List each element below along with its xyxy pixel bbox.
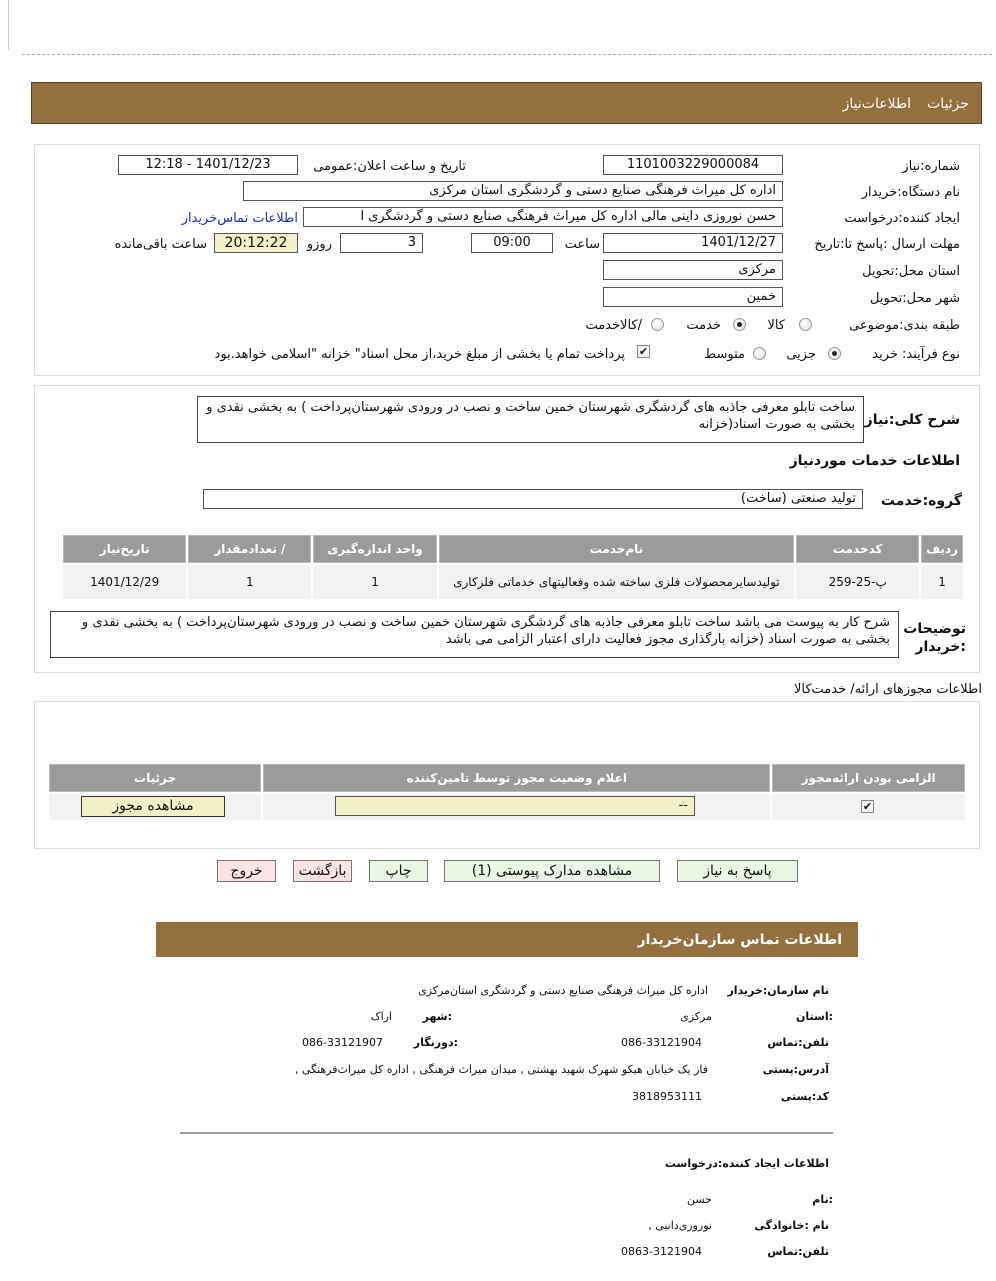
col-row: ردیف [921, 535, 963, 563]
creator-name-value: حسن [687, 1193, 712, 1206]
creator-info-title: اطلاعات ایجاد کننده:درخواست [664, 1157, 829, 1170]
general-description-label: شرح کلی:نیاز [864, 412, 960, 428]
announce-label: تاریخ و ساعت اعلان:عمومی [313, 159, 466, 174]
category-option-goods-service: /کالاخدمت [585, 318, 642, 333]
service-group-label: گروه:خدمت [880, 493, 962, 509]
contact-phone-label: تلفن:تماس [767, 1036, 829, 1049]
contact-city-value: اراک [370, 1010, 392, 1023]
category-radio-goods[interactable] [799, 318, 812, 331]
services-table [61, 533, 965, 601]
cell-service-code: پ-25-259 [796, 565, 919, 599]
tab-need-info[interactable]: اطلاعات‌نیاز [842, 96, 911, 112]
table-row [63, 565, 963, 599]
contact-city-label: :شهر [422, 1010, 452, 1023]
need-number-field: 1101003229000084 [603, 155, 783, 175]
province-label: استان محل:تحویل [862, 264, 960, 279]
col-service-name: نام‌خدمت [439, 535, 795, 563]
contact-phone-value: 086-33121904 [621, 1036, 702, 1049]
creator-field: حسن نوروزی داینی مالی اداره کل میراث فرهنگی صنایع دستی و گردشگری ا [303, 207, 783, 227]
col-quantity: / تعدادمقدار [188, 535, 311, 563]
city-label: شهر محل:تحویل [870, 291, 960, 306]
col-unit: واحد اندازه‌گیری [313, 535, 436, 563]
contact-province-value: مرکزی [680, 1010, 712, 1023]
category-radio-goods-service[interactable] [651, 318, 664, 331]
address-label: آدرس:پستی [762, 1063, 829, 1076]
creator-phone-value: 0863-3121904 [621, 1245, 702, 1258]
creator-family-value: نوروزی‌دانیی , [648, 1219, 712, 1232]
permit-required-checkbox[interactable]: ✔ [862, 800, 873, 813]
creator-name-label: :نام [812, 1193, 833, 1206]
creator-phone-label: تلفن:تماس [767, 1245, 829, 1258]
need-details-header [31, 82, 982, 124]
cell-service-name: تولیدسایرمحصولات فلزی ساخته شده وفعالیتهای خدماتی فلزکاری [439, 565, 795, 599]
services-title: اطلاعات خدمات موردنیاز [789, 453, 960, 469]
cell-unit: 1 [313, 565, 436, 599]
category-option-goods: کالا [767, 318, 785, 333]
permits-title: اطلاعات مجوزهای ارائه/ خدمت‌کالا [793, 682, 982, 697]
treasury-payment-checkbox[interactable]: ✔ [638, 345, 649, 358]
top-dashed-divider [22, 54, 992, 55]
permit-status-field[interactable]: -- [335, 796, 695, 816]
process-radio-medium[interactable] [753, 347, 766, 360]
reply-button[interactable]: پاسخ به نیاز [677, 860, 798, 882]
process-label: نوع فرآیند: خرید [872, 347, 960, 362]
deadline-time-label: ساعت [564, 237, 600, 252]
process-radio-minor[interactable] [828, 347, 841, 360]
process-option-medium: متوسط [704, 347, 745, 362]
deadline-time-field: 09:00 [471, 233, 553, 253]
org-label: نام سازمان:خریدار [727, 984, 829, 997]
need-info-panel [34, 144, 980, 376]
buyer-notes-box: شرح کار به پیوست می باشد ساخت تابلو معرفی جاذبه های گردشگری شهرستان خمین ساخت و نصب در ورودی شهرستان‌پرداخت ) به بخشی نقدی و بخشی به صورت اسناد (خزانه بارگذاری مجوز فعالیت دارای اعتبار الزامی می باشد [50, 611, 899, 658]
col-permit-status: اعلام وضعیت مجوز توسط تامین‌کننده [263, 764, 770, 792]
creator-family-label: نام :خانوادگی [754, 1219, 829, 1232]
cell-quantity: 1 [188, 565, 311, 599]
print-button[interactable]: چاپ [369, 860, 428, 882]
contact-divider [180, 1132, 833, 1134]
col-permit-details: جزئیات [49, 764, 261, 792]
announce-field: 1401/12/23 - 12:18 [118, 155, 298, 175]
exit-button[interactable]: خروج [217, 860, 276, 882]
category-label: طبقه بندی:موضوعی [849, 318, 960, 333]
address-value: فاز یک خیابان هیکو شهرک شهید بهشتی , میدان میراث فرهنگی , اداره کل میراث‌فرهنگی , [294, 1063, 708, 1076]
back-button[interactable]: بازگشت [293, 860, 352, 882]
postal-code-value: 3818953111 [632, 1090, 702, 1103]
process-option-minor: جزیی [786, 347, 816, 362]
view-permit-button[interactable]: مشاهده مجوز [81, 796, 225, 817]
category-radio-service[interactable] [733, 318, 746, 331]
deadline-date-field: 1401/12/27 [603, 233, 783, 253]
attachments-button[interactable]: مشاهده مدارک پیوستی (1) [444, 860, 660, 882]
general-description-box: ساخت تابلو معرفی جاذبه های گردشگری شهرستان خمین ساخت و نصب در ورودی شهرستان‌پرداخت ) به بخشی نقدی و بخشی به صورت اسناد(خزانه [197, 396, 864, 443]
category-option-service: خدمت [686, 318, 721, 333]
city-field: خمین [603, 287, 783, 307]
remaining-time-field: 20:12:22 [214, 233, 298, 253]
buyer-field: اداره کل میراث فرهنگی صنایع دستی و گردشگری استان مرکزی [243, 181, 783, 201]
col-need-date: تاریخ‌نیاز [63, 535, 186, 563]
buyer-contact-title: اطلاعات تماس سازمان‌خریدار [637, 932, 842, 948]
days-label: روزو [306, 237, 332, 252]
tab-details[interactable]: جزئیات [927, 96, 969, 112]
contact-province-label: :استان [796, 1010, 833, 1023]
province-field: مرکزی [603, 260, 783, 280]
col-service-code: کدخدمت [796, 535, 919, 563]
fax-value: 086-33121907 [302, 1036, 383, 1049]
col-permit-required: الزامی بودن ارائه‌مجوز [772, 764, 965, 792]
days-field: 3 [340, 233, 423, 253]
need-number-label: شماره:نیاز [902, 159, 960, 174]
cell-row: 1 [921, 565, 963, 599]
fax-label: :دورنگار [413, 1036, 458, 1049]
service-group-field: تولید صنعتی (ساخت) [203, 489, 863, 509]
buyer-contact-link[interactable]: اطلاعات تماس‌خریدار [181, 211, 298, 226]
cell-need-date: 1401/12/29 [63, 565, 186, 599]
buyer-notes-label: توضیحات :خریدار [903, 621, 966, 655]
postal-code-label: کد:پستی [780, 1090, 829, 1103]
org-value: اداره کل میراث فرهنگی صنایع دستی و گردشگری استان‌مرکزی [418, 984, 708, 997]
buyer-contact-header [156, 922, 858, 957]
treasury-payment-note: پرداخت تمام یا بخشی از مبلغ خرید،از محل اسناد" خزانه "اسلامی خواهد.بود [214, 347, 625, 362]
remaining-time-label: ساعت باقی‌مانده [114, 237, 207, 252]
buyer-label: نام دستگاه:خریدار [861, 185, 960, 200]
deadline-label: مهلت ارسال :پاسخ تا:تاریخ [814, 237, 960, 252]
page-left-rule [8, 0, 9, 50]
creator-label: ایجاد کننده:درخواست [844, 211, 960, 226]
